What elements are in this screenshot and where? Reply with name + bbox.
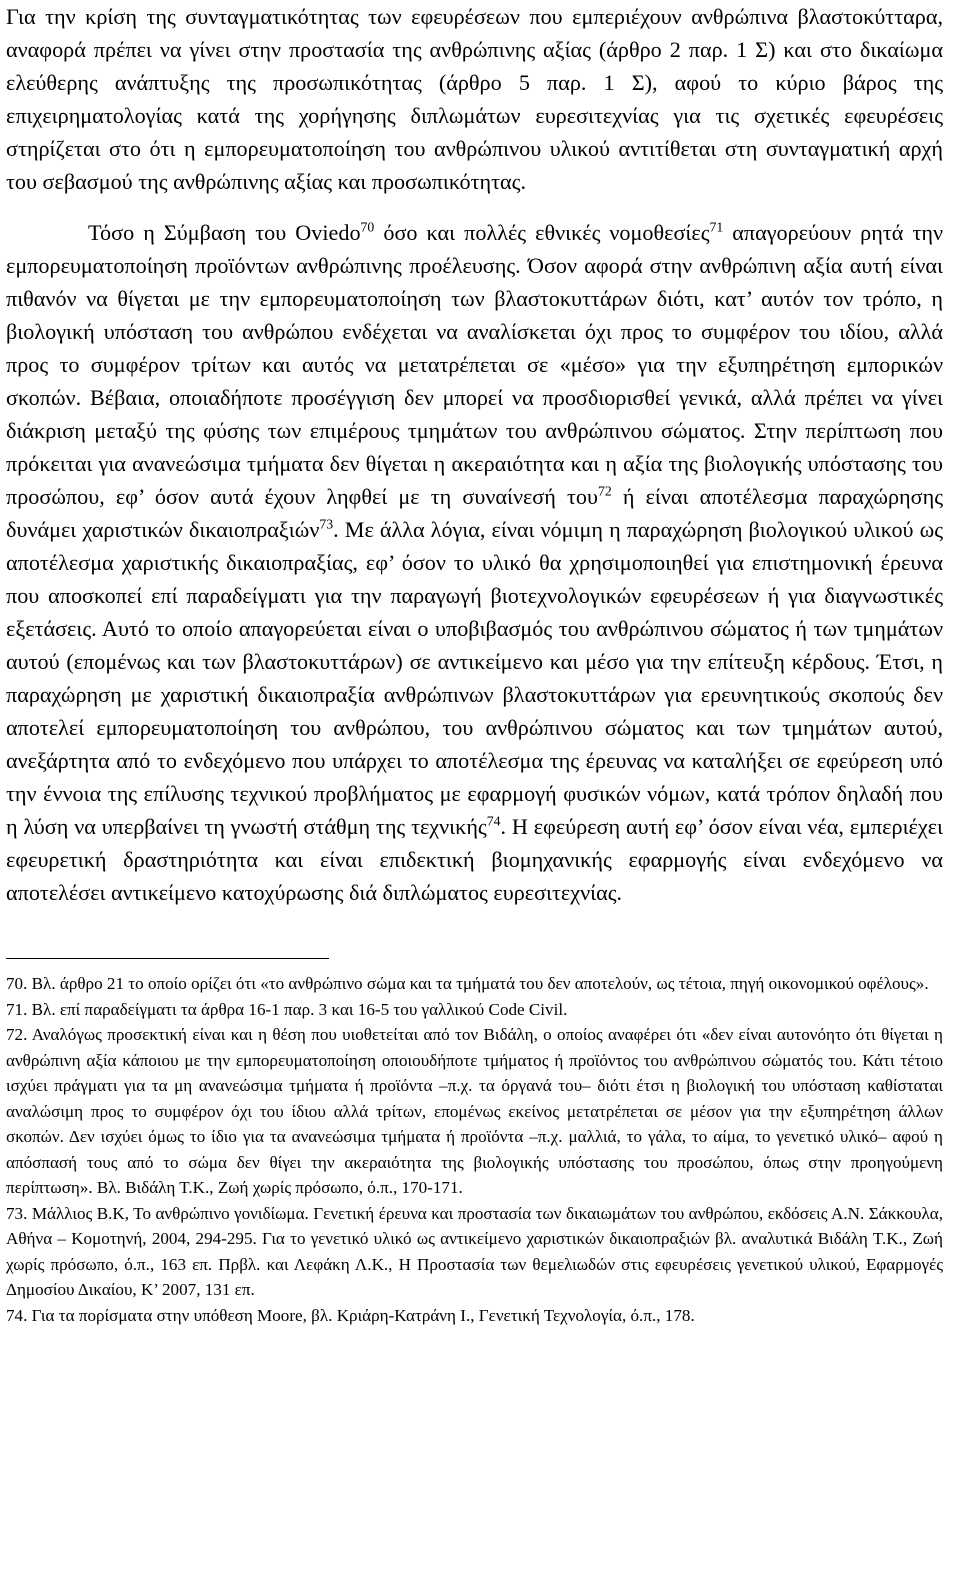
footnote-74: 74. Για τα πορίσματα στην υπόθεση Moore, βλ. Κριάρη-Κατράνη Ι., Γενετική Τεχνολογία, ό.π., 178. [6, 1305, 695, 1325]
footnote-71: 71. Βλ. επί παραδείγματι τα άρθρα 16-1 παρ. 3 και 16-5 του γαλλικού Code Civil. [6, 999, 568, 1019]
paragraph-2-text: . Η εφεύρεση αυτή εφ’ όσον είναι νέα, εμπεριέχει εφευρετική δραστηριότητα και είναι επιδεκτική βιομηχανικής εφαρμογής είναι ενδεχόμενο να αποτελέσει αντικείμενο κατοχύρωσης διά διπλώματος ευρεσιτεχνίας. [6, 814, 943, 905]
paragraph-2-text: Τόσο η Σύμβαση του Oviedo [88, 220, 361, 245]
document-page [6, 0, 943, 1328]
footnote-ref-72: 72 [598, 483, 612, 499]
footnote-72: 72. Αναλόγως προσεκτική είναι και η θέση που υιοθετείται από τον Βιδάλη, ο οποίος αναφέρει ότι «δεν είναι αυτονόητο ότι θίγεται η ανθρώπινη αξία κάποιου με την εμπορευματοποίηση οποιουδήποτε τμήματος ή προϊόντος του ανθρώπινου σώματός του. Κάτι τέτοιο ισχύει πράγματι για τα μη ανανεώσιμα τμήματα ή προϊόντα –π.χ. τα όργανά του– διότι έτσι η βιολογική του υπόσταση καθίσταται αναλώσιμη προς το συμφέρον όχι του ίδιου αλλά τρίτων, επομένως εκείνος μετατρέπεται σε μέσον για την εξυπηρέτηση άλλων σκοπών. Δεν ισχύει όμως το ίδιο για τα ανανεώσιμα τμήματα ή προϊόντα –π.χ. μαλλιά, το γάλα, το αίμα, το γενετικό υλικό– αφού η απόσπασή τους από το σώμα δεν θίγει την ακεραιότητα της βιολογικής υπόστασης του προσώπου, όπως στην προηγούμενη περίπτωση». Βλ. Βιδάλη Τ.Κ., Ζωή χωρίς πρόσωπο, ό.π., 170-171. [6, 1025, 943, 1197]
paragraph-2-text: ή είναι αποτέλεσμα παραχώρησης δυνάμει χαριστικών δικαιοπραξιών [6, 484, 943, 542]
footnotes [6, 971, 943, 1328]
footnote-ref-73: 73 [319, 516, 334, 532]
footnote-ref-74: 74 [486, 813, 501, 829]
paragraph-2 [6, 216, 943, 909]
paragraph-2-text: απαγορεύουν ρητά την εμπορευματοποίηση προϊόντων ανθρώπινης προέλευσης. Όσον αφορά στην ανθρώπινη αξία αυτή είναι πιθανόν να θίγεται με την εμπορευματοποίηση των βλαστοκυττάρων διότι, κατ’ αυτόν τον τρόπο, η βιολογική υπόσταση του ανθρώπου ενδέχεται να αναλίσκεται όχι προς το συμφέρον του ιδίου, αλλά προς το συμφέρον τρίτων και αυτός να μετατρέπεται σε «μέσο» για την εξυπηρέτηση εμπορικών σκοπών. Βέβαια, οποιαδήποτε προσέγγιση δεν μπορεί να προσδιορισθεί γενικά, αλλά πρέπει να γίνει διάκριση μεταξύ της φύσης των επιμέρους τμημάτων του ανθρώπινου σώματος. Στην περίπτωση που πρόκειται για ανανεώσιμα τμήματα δεν θίγεται η ακεραιότητα και η αξία της βιολογικής υπόστασης του προσώπου, εφ’ όσον αυτά έχουν ληφθεί με τη συναίνεσή του [6, 220, 943, 509]
footnote-70: 70. Βλ. άρθρο 21 το οποίο ορίζει ότι «το ανθρώπινο σώμα και τα τμήματά του δεν αποτελούν, ως τέτοια, πηγή οικονομικού οφέλους». [6, 974, 929, 993]
footnote-ref-71: 71 [709, 219, 724, 235]
footnote-ref-70: 70 [360, 219, 375, 235]
paragraph-2-text: όσο και πολλές εθνικές νομοθεσίες [374, 220, 710, 245]
footnote-separator [6, 958, 329, 959]
paragraph-2-text: . Με άλλα λόγια, είναι νόμιμη η παραχώρηση βιολογικού υλικού ως αποτέλεσμα χαριστικής δικαιοπραξίας, εφ’ όσον το υλικό θα χρησιμοποιηθεί για επιστημονική έρευνα που αποσκοπεί επί παραδείγματι για την παραγωγή βιοτεχνολογικών εφευρέσεων ή για διαγνωστικές εξετάσεις. Αυτό το οποίο απαγορεύεται είναι ο υποβιβασμός του ανθρώπινου σώματος ή των τμημάτων αυτού (επομένως και των βλαστοκυττάρων) σε αντικείμενο και μέσο για την επίτευξη κέρδους. Έτσι, η παραχώρηση με χαριστική δικαιοπραξία ανθρώπινων βλαστοκυττάρων για ερευνητικούς σκοπούς δεν αποτελεί εμπορευματοποίηση του ανθρώπου, του ανθρώπινου σώματος και των τμημάτων αυτού, ανεξάρτητα από το ενδεχόμενο που υπάρχει το αποτέλεσμα της έρευνας να καταλήξει σε εφεύρεση υπό την έννοια της επίλυσης τεχνικού προβλήματος με εφαρμογή φυσικών νόμων, κατά τρόπον δηλαδή που η λύση να υπερβαίνει τη γνωστή στάθμη της τεχνικής [6, 517, 943, 839]
footnote-73: 73. Μάλλιος Β.Κ, Το ανθρώπινο γονιδίωμα. Γενετική έρευνα και προστασία των δικαιωμάτων του ανθρώπου, εκδόσεις Α.Ν. Σάκκουλα, Αθήνα – Κομοτηνή, 2004, 294-295. Για το γενετικό υλικό ως αντικείμενο χαριστικών δικαιοπραξιών βλ. αναλυτικά Βιδάλη Τ.Κ., Ζωή χωρίς πρόσωπο, ό.π., 163 επ. Πρβλ. και Λεφάκη Λ.Κ., Η Προστασία των θεμελιωδών στις εφευρέσεις γενετικού υλικού, Εφαρμογές Δημοσίου Δικαίου, Κ’ 2007, 131 επ. [6, 1203, 943, 1299]
paragraph-1: Για την κρίση της συνταγματικότητας των εφευρέσεων που εμπεριέχουν ανθρώπινα βλαστοκύτταρα, αναφορά πρέπει να γίνει στην προστασία της ανθρώπινης αξίας (άρθρο 2 παρ. 1 Σ) και στο δικαίωμα ελεύθερης ανάπτυξης της προσωπικότητας (άρθρο 5 παρ. 1 Σ), αφού το κύριο βάρος της επιχειρηματολογίας κατά της χορήγησης διπλωμάτων ευρεσιτεχνίας για τις σχετικές εφευρέσεις στηρίζεται στο ότι η εμπορευματοποίηση του ανθρώπινου υλικού αντιτίθεται στη συνταγματική αρχή του σεβασμού της ανθρώπινης αξίας και προσωπικότητας. [6, 4, 943, 194]
